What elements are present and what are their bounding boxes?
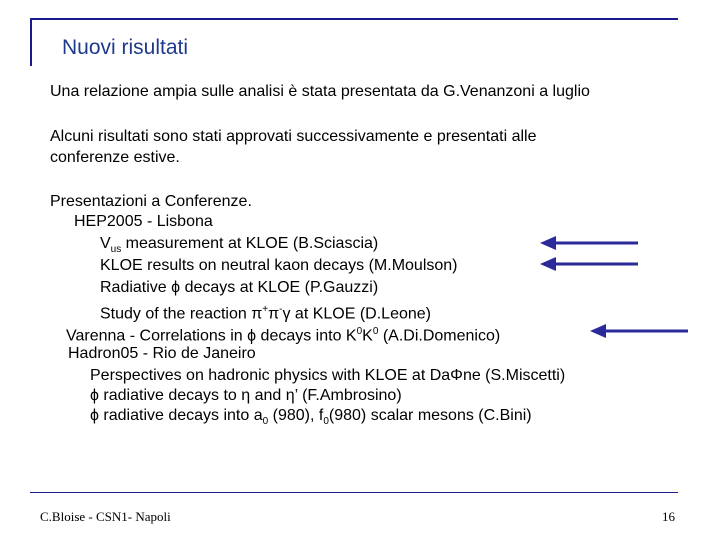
- phi-symbol: ϕ: [90, 407, 99, 424]
- varenna-b: decays into K: [256, 327, 357, 345]
- talk-dafne-a: Perspectives on hadronic physics with KLOE at Da: [90, 367, 451, 384]
- talk-vus-rest: measurement at KLOE (B.Sciascia): [121, 235, 379, 252]
- talk-scalar-a: radiative decays into a: [98, 407, 263, 424]
- talk-pipigamma: [100, 300, 431, 324]
- talk-vus-v: V: [100, 235, 111, 252]
- gamma-symbol: γ: [282, 305, 291, 323]
- intro-line-1: Una relazione ampia sulle analisi è stata presentata da G.Venanzoni a luglio: [50, 83, 590, 100]
- talk-dafne-b: ne (S.Miscetti): [462, 367, 566, 384]
- talk-scalar-sub1: 0: [262, 416, 269, 428]
- arrow-left-icon: [540, 236, 640, 250]
- phi-symbol: ϕ: [247, 327, 257, 345]
- hadron05-heading: Hadron05 - Rio de Janeiro: [68, 345, 256, 362]
- pi-symbol: π: [251, 305, 263, 323]
- talk-eta-b: and: [250, 387, 286, 404]
- talk-eta-c: ’ (F.Ambrosino): [294, 387, 402, 404]
- arrow-left-icon: [590, 324, 690, 338]
- varenna-line: [66, 322, 500, 346]
- frame-left-rule: [30, 18, 32, 66]
- varenna-d: (A.Di.Domenico): [378, 327, 501, 345]
- plus-sup: +: [262, 304, 269, 315]
- big-phi-symbol: Φ: [450, 367, 463, 384]
- phi-symbol: ϕ: [90, 387, 99, 404]
- eta-symbol: η: [285, 387, 295, 404]
- page-number: 16: [662, 509, 675, 524]
- talk-scalar-c: (980) scalar mesons (C.Bini): [328, 407, 532, 424]
- slide-title: Nuovi risultati: [62, 36, 189, 59]
- footer-author: C.Bloise - CSN1- Napoli: [40, 509, 171, 524]
- eta-symbol: η: [241, 387, 251, 404]
- arrow-left-icon: [540, 257, 640, 271]
- talk-eta-a: radiative decays to: [98, 387, 242, 404]
- pi-symbol: π: [268, 305, 280, 323]
- footer-rule: [30, 492, 678, 493]
- talk-neutral-kaon: KLOE results on neutral kaon decays (M.Moulson): [100, 257, 458, 274]
- talk-scalar-b: (980), f: [268, 407, 324, 424]
- talk-eta: [90, 386, 402, 406]
- talk-dafne: [90, 366, 565, 386]
- conferences-heading: Presentazioni a Conferenze.: [50, 193, 252, 210]
- talk-radiative-phi-a: Radiative: [100, 279, 172, 296]
- talk-radiative-phi: [100, 278, 378, 298]
- frame-top-rule: [30, 18, 678, 20]
- phi-symbol: ϕ: [171, 279, 181, 296]
- hep2005-heading: HEP2005 - Lisbona: [74, 213, 213, 230]
- varenna-a: Varenna - Correlations in: [66, 327, 248, 345]
- intro-line-3: conferenze estive.: [50, 149, 180, 166]
- talk-vus-sub: us: [110, 244, 122, 256]
- varenna-c: K: [362, 327, 373, 345]
- varenna-sup2: 0: [372, 326, 379, 337]
- talk-pipigamma-b: at KLOE (D.Leone): [290, 305, 431, 323]
- varenna-sup1: 0: [356, 326, 363, 337]
- talk-radiative-phi-b: decays at KLOE (P.Gauzzi): [180, 279, 379, 296]
- talk-scalar-sub2: 0: [323, 416, 329, 428]
- minus-sup: -: [279, 304, 283, 315]
- intro-line-2: Alcuni risultati sono stati approvati successivamente e presentati alle: [50, 128, 537, 145]
- talk-scalar: [90, 406, 532, 432]
- talk-pipigamma-a: Study of the reaction: [100, 305, 252, 323]
